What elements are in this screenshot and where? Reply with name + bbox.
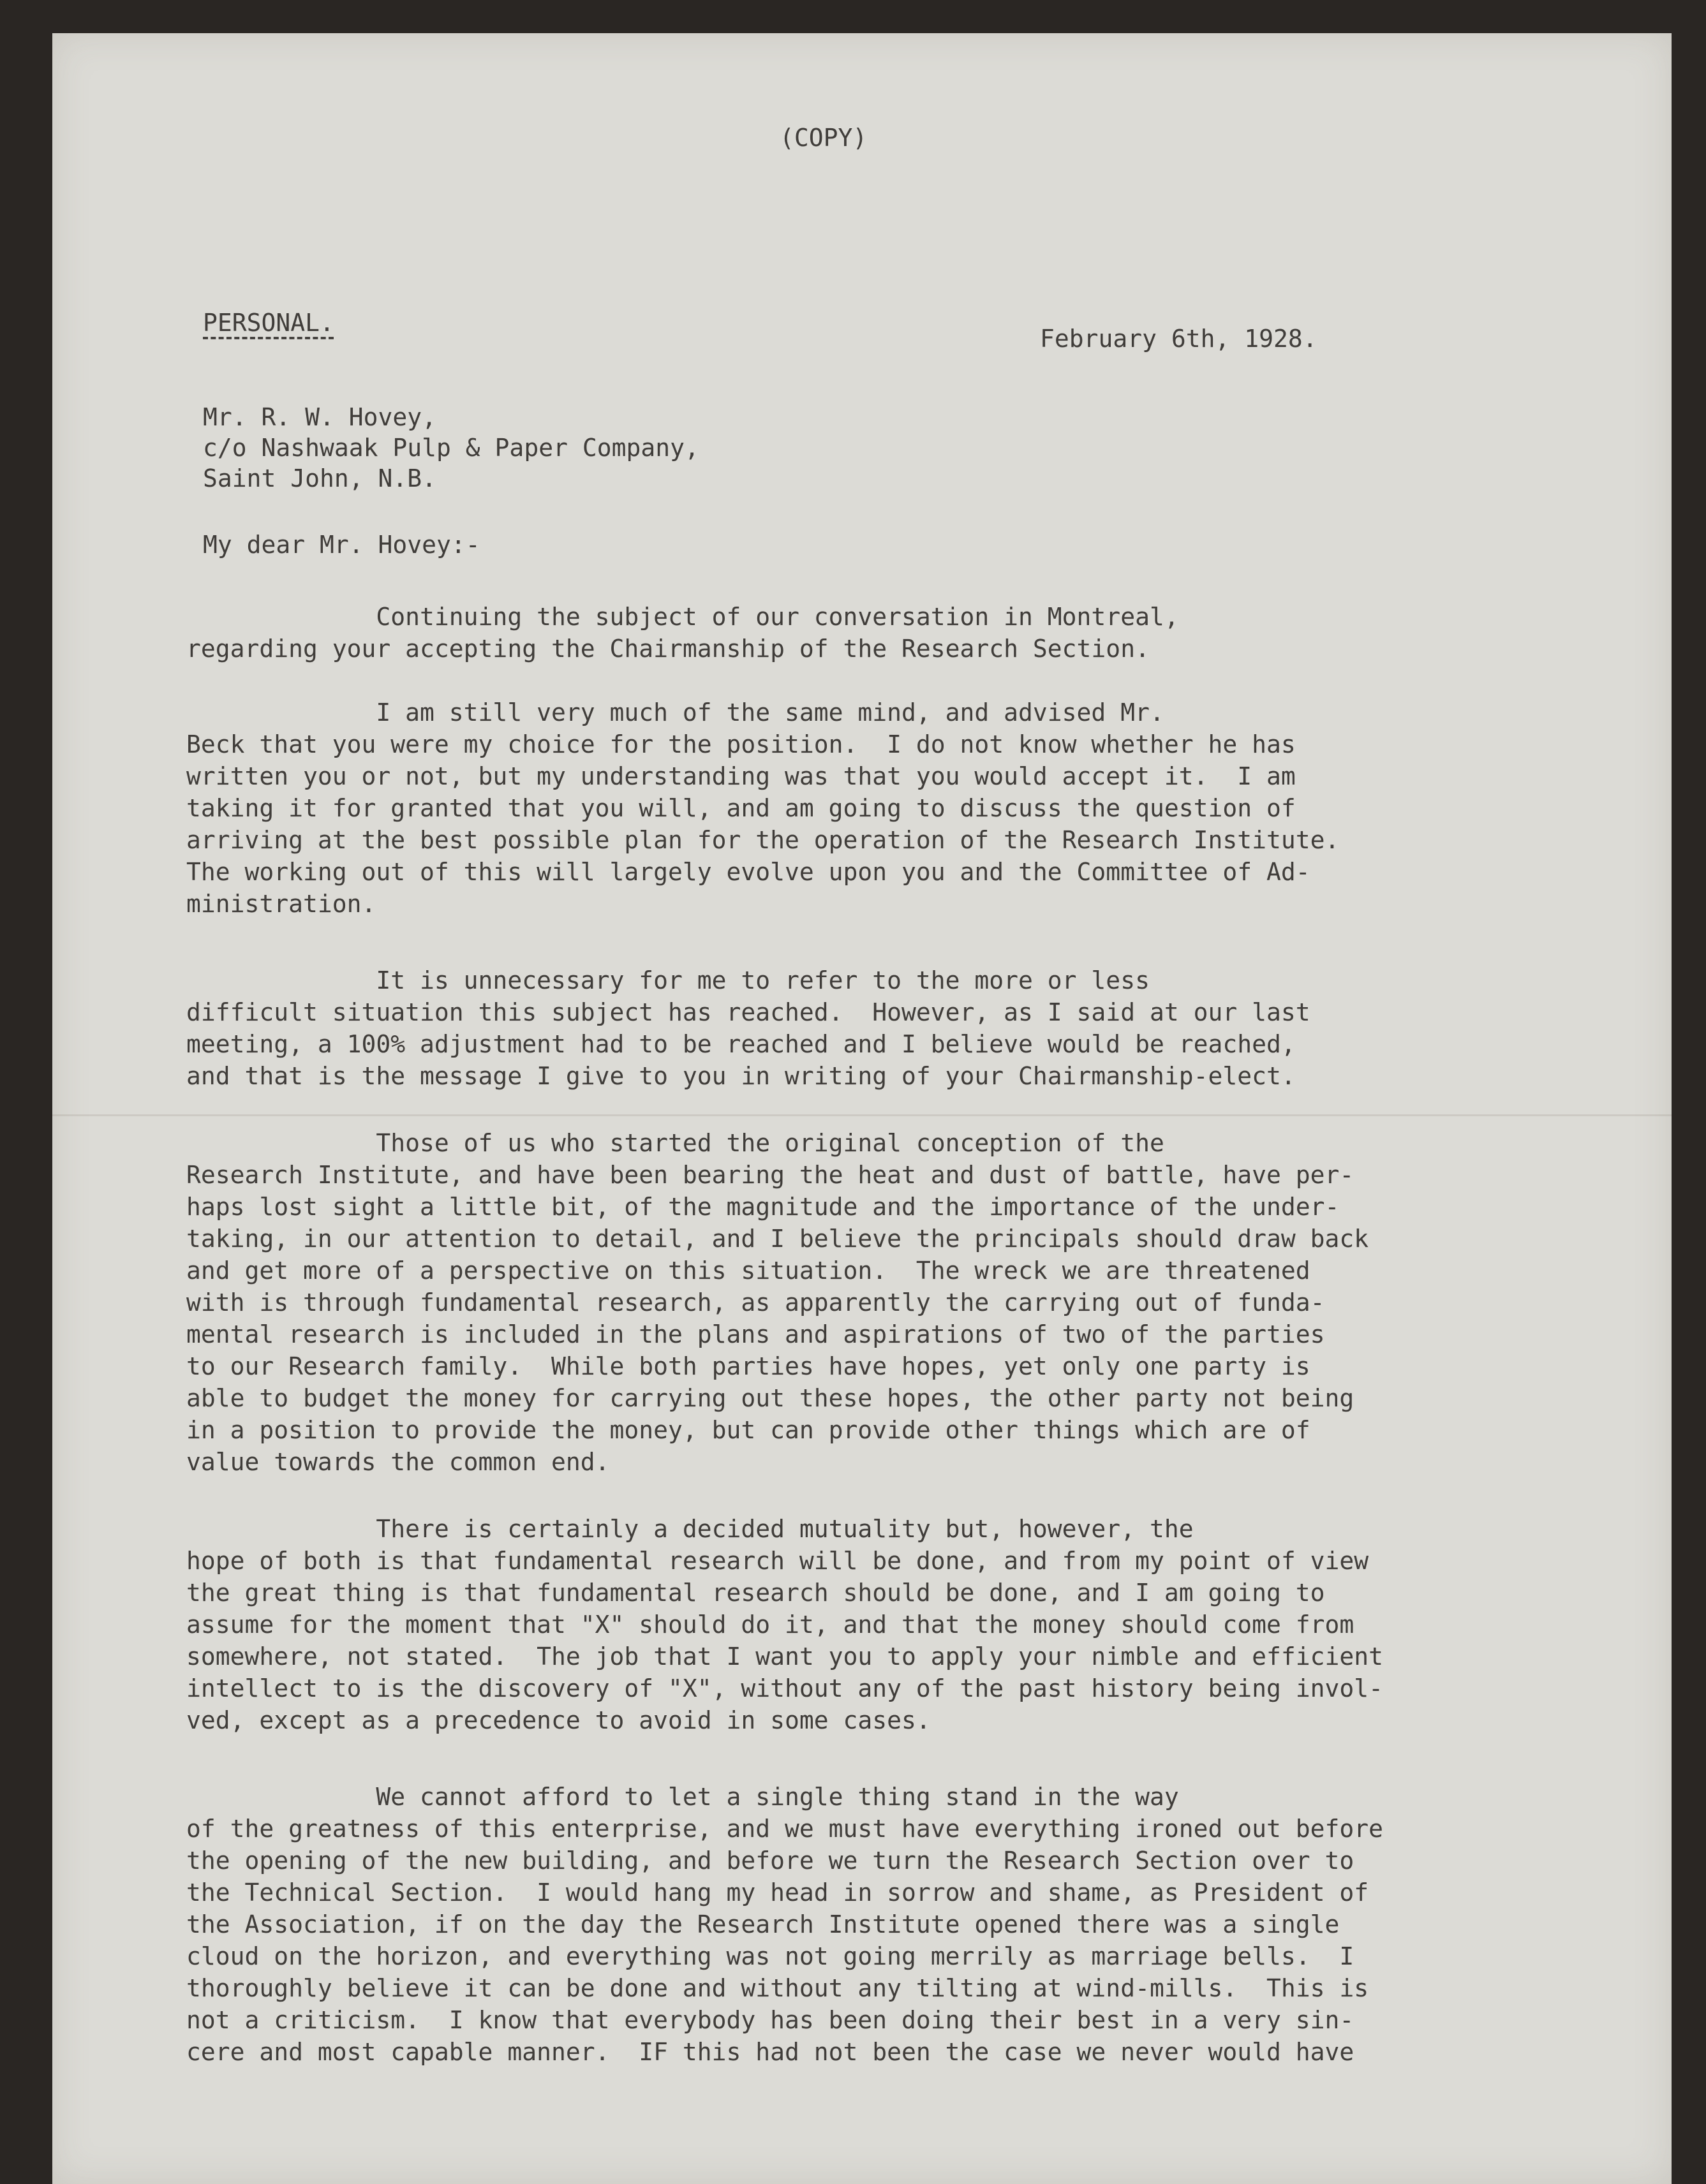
- paragraph-1: Continuing the subject of our conversation in Montreal, regarding your accepting the Chairmanship of the Research Section.: [186, 603, 1179, 663]
- paragraph-2: I am still very much of the same mind, and advised Mr. Beck that you were my choice for the position. I do not know whether he has written you or not, but my understanding was that you would accept it. I am taking it for granted that you will, and am going to discuss the question of arriving at the best possible plan for the operation of the Research Institute. The working out of this will largely evolve upon you and the Committee of Ad- ministration.: [186, 698, 1340, 918]
- copy-mark: (COPY): [780, 124, 868, 152]
- salutation: My dear Mr. Hovey:-: [203, 531, 480, 559]
- paragraph-5: There is certainly a decided mutuality but, however, the hope of both is that fundamental research will be done, and from my point of view the great thing is that fundamental research should be done, and I am going to assume for the moment that "X" should do it, and that the money should come from somewhere, not stated. The job that I want you to apply your nimble and efficient intellect to is the discovery of "X", without any of the past history being invol- ved, except as a precedence to avoid in some cases.: [186, 1515, 1383, 1734]
- paragraph-3: It is unnecessary for me to refer to the more or less difficult situation this subject has reached. However, as I said at our last meeting, a 100% adjustment had to be reached and I believe would be reached, and that is the message I give to you in writing of your Chairmanship-elect.: [186, 966, 1310, 1090]
- personal-heading: PERSONAL.: [203, 309, 334, 337]
- letter-date: February 6th, 1928.: [1040, 325, 1317, 353]
- recipient-address: Mr. R. W. Hovey, c/o Nashwaak Pulp & Paper Company, Saint John, N.B.: [203, 403, 699, 492]
- paper-fold-line: [52, 1114, 1672, 1116]
- letter-page: [52, 33, 1672, 2184]
- paragraph-6: We cannot afford to let a single thing stand in the way of the greatness of this enterprise, and we must have everything ironed out before the opening of the new building, and before we turn the Research Section over to the Technical Section. I would hang my head in sorrow and shame, as President of the Association, if on the day the Research Institute opened there was a single cloud on the horizon, and everything was not going merrily as marriage bells. I thoroughly believe it can be done and without any tilting at wind-mills. This is not a criticism. I know that everybody has been doing their best in a very sin- cere and most capable manner. IF this had not been the case we never would have: [186, 1783, 1383, 2066]
- paragraph-4: Those of us who started the original conception of the Research Institute, and have been bearing the heat and dust of battle, have per- haps lost sight a little bit, of the magnitude and the importance of the under- taking, in our attention to detail, and I believe the principals should draw back and get more of a perspective on this situation. The wreck we are threatened with is through fundamental research, as apparently the carrying out of funda- mental research is included in the plans and aspirations of two of the parties to our Research family. While both parties have hopes, yet only one party is able to budget the money for carrying out these hopes, the other party not being in a position to provide the money, but can provide other things which are of value towards the common end.: [186, 1129, 1369, 1476]
